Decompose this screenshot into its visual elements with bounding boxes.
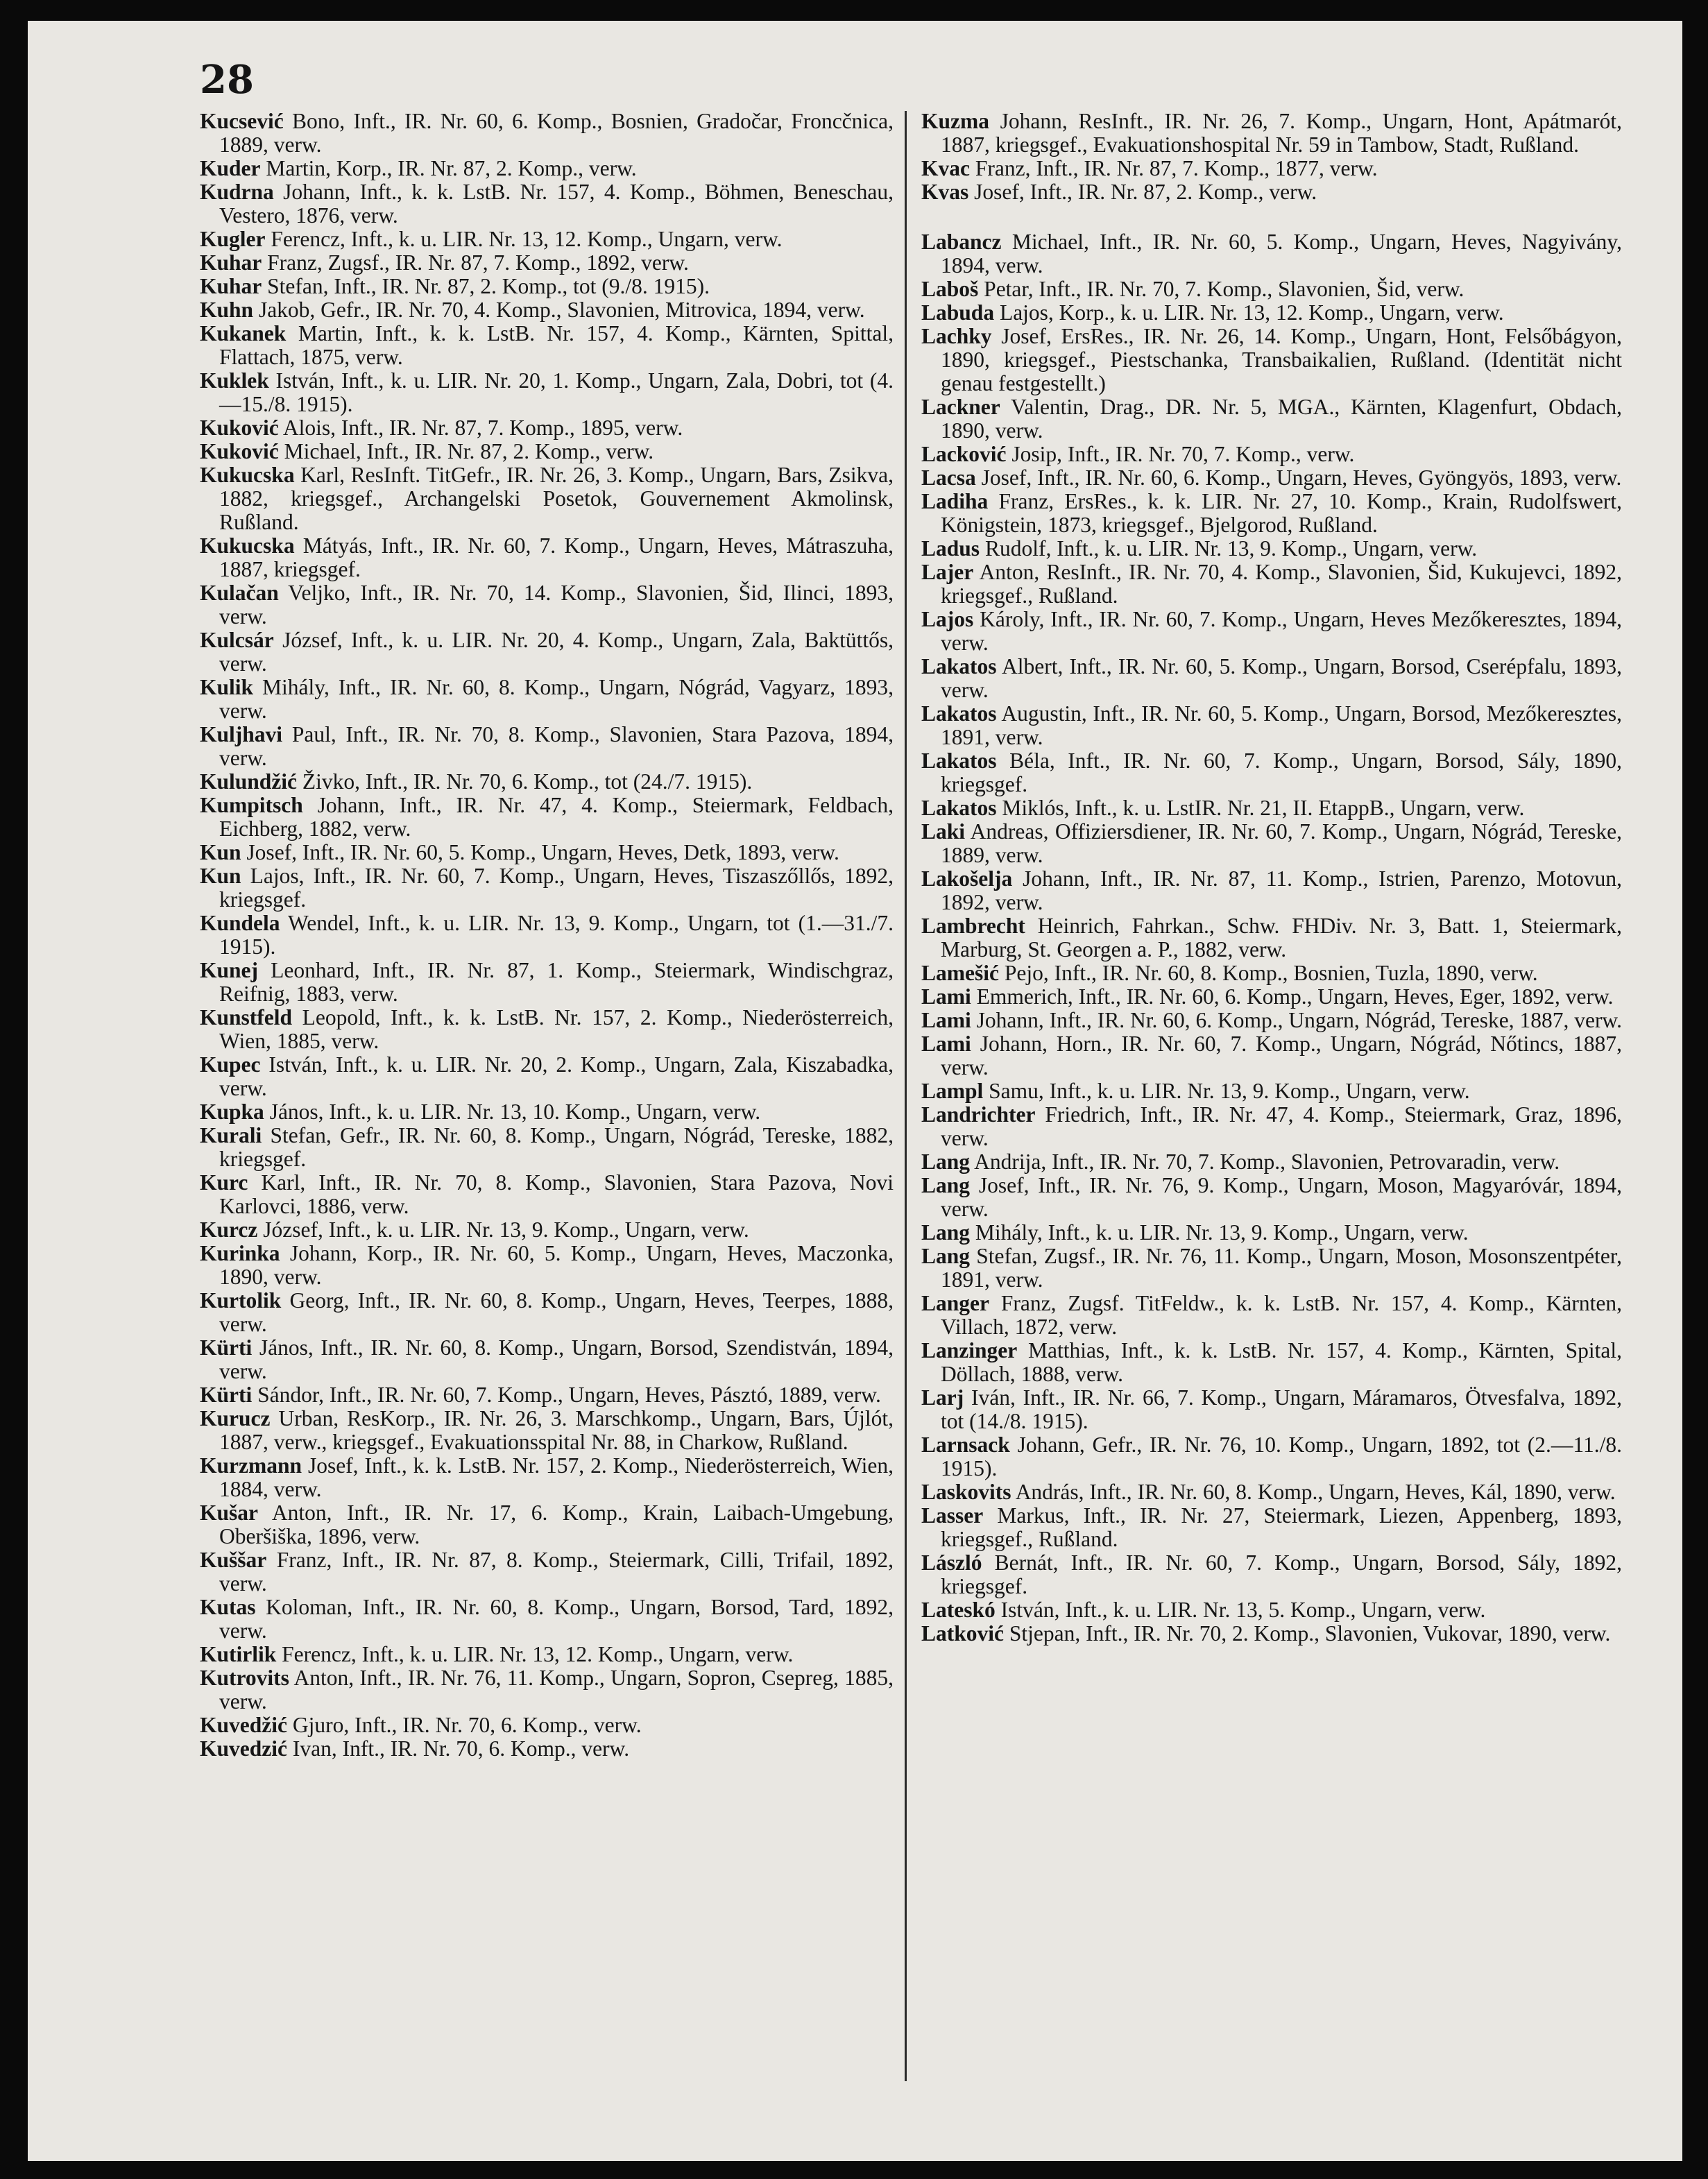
entry-details: Anton, Inft., IR. Nr. 17, 6. Komp., Krain, Laibach-Umgebung, Oberšiška, 1896, verw. [219, 1501, 894, 1548]
entry-surname: Kurali [200, 1123, 262, 1147]
entry-surname: Labancz [921, 230, 1002, 254]
entry-surname: Kuvedzić [200, 1736, 287, 1761]
entry-details: Jakob, Gefr., IR. Nr. 70, 4. Komp., Slavonien, Mitrovica, 1894, verw. [258, 298, 865, 322]
list-entry [921, 443, 1622, 466]
column-divider [905, 111, 907, 2081]
list-entry [921, 1292, 1622, 1339]
list-entry [200, 1666, 894, 1714]
entry-details: Anton, Inft., IR. Nr. 76, 11. Komp., Ungarn, Sopron, Csepreg, 1885, verw. [219, 1666, 894, 1714]
entry-surname: Kutas [200, 1595, 256, 1619]
page-number: 28 [200, 57, 254, 103]
entry-details: Heinrich, Fahrkan., Schw. FHDiv. Nr. 3, Batt. 1, Steiermark, Marburg, St. Georgen a. P., 1882, verw. [941, 914, 1623, 962]
list-entry [200, 1218, 894, 1242]
entry-surname: Lakatos [921, 749, 997, 773]
list-entry [200, 1548, 894, 1596]
entry-surname: Lakatos [921, 701, 997, 726]
entry-surname: Kunstfeld [200, 1005, 293, 1029]
list-entry [921, 537, 1622, 561]
entry-details: Petar, Inft., IR. Nr. 70, 7. Komp., Slavonien, Šid, verw. [984, 277, 1464, 301]
list-entry [200, 1501, 894, 1548]
list-entry [921, 914, 1622, 962]
list-entry [921, 1150, 1622, 1174]
entry-surname: Kuklek [200, 368, 269, 393]
entry-details: Gjuro, Inft., IR. Nr. 70, 6. Komp., verw. [292, 1713, 642, 1737]
entry-surname: Lampl [921, 1079, 984, 1103]
entry-details: Károly, Inft., IR. Nr. 60, 7. Komp., Ungarn, Heves Mezőkeresztes, 1894, verw. [941, 607, 1623, 655]
entry-surname: Lajer [921, 560, 974, 584]
entry-details: Josef, Inft., IR. Nr. 60, 6. Komp., Ungarn, Heves, Gyöngyös, 1893, verw. [981, 465, 1622, 490]
entry-surname: Kvac [921, 156, 970, 180]
entry-surname: Lang [921, 1244, 971, 1268]
entry-surname: Langer [921, 1291, 989, 1315]
entry-surname: Kvas [921, 180, 969, 204]
list-entry [200, 1737, 894, 1761]
entry-surname: Kun [200, 864, 241, 888]
entry-details: Leonhard, Inft., IR. Nr. 87, 1. Komp., Steiermark, Windischgraz, Reifnig, 1883, verw. [219, 958, 894, 1006]
entry-details: Mátyás, Inft., IR. Nr. 60, 7. Komp., Ungarn, Heves, Mátraszuha, 1887, kriegsgef. [219, 533, 894, 581]
list-entry [921, 301, 1622, 325]
list-entry [921, 180, 1622, 204]
entry-surname: Lacsa [921, 465, 976, 490]
list-entry [921, 749, 1622, 796]
entry-details: Andreas, Offiziersdiener, IR. Nr. 60, 7. Komp., Ungarn, Nógrád, Tereske, 1889, verw. [941, 819, 1622, 867]
entry-surname: Kulundžić [200, 769, 298, 794]
entry-details: Ivan, Inft., IR. Nr. 70, 6. Komp., verw. [292, 1736, 630, 1761]
entry-details: Stjepan, Inft., IR. Nr. 70, 2. Komp., Slavonien, Vukovar, 1890, verw. [1009, 1621, 1611, 1646]
entry-surname: Lajos [921, 607, 974, 631]
entry-details: Augustin, Inft., IR. Nr. 60, 5. Komp., Ungarn, Borsod, Mezőkeresztes, 1891, verw. [941, 701, 1623, 749]
entry-surname: Lami [921, 984, 971, 1009]
entry-surname: Lang [921, 1220, 971, 1245]
entry-details: Emmerich, Inft., IR. Nr. 60, 6. Komp., Ungarn, Heves, Eger, 1892, verw. [976, 984, 1614, 1009]
entry-surname: Kundela [200, 911, 280, 935]
entry-details: Anton, ResInft., IR. Nr. 70, 4. Komp., Slavonien, Šid, Kukujevci, 1892, kriegsgef., Rußland. [941, 560, 1623, 608]
entry-details: Josef, Inft., IR. Nr. 87, 2. Komp., verw. [974, 180, 1317, 204]
entry-details: Miklós, Inft., k. u. LstIR. Nr. 21, II. EtappB., Ungarn, verw. [1002, 796, 1525, 820]
entry-details: Franz, Zugsf. TitFeldw., k. k. LstB. Nr. 157, 4. Komp., Kärnten, Villach, 1872, verw. [941, 1291, 1623, 1339]
entry-details: Johann, Gefr., IR. Nr. 76, 10. Komp., Ungarn, 1892, tot (2.—11./8. 1915). [941, 1433, 1622, 1480]
entry-surname: Kuhar [200, 250, 262, 275]
entry-surname: Kürti [200, 1383, 253, 1407]
entry-surname: Kuković [200, 439, 279, 463]
entry-surname: Kunej [200, 958, 259, 982]
entry-surname: Kurinka [200, 1241, 280, 1265]
entry-details: Andrija, Inft., IR. Nr. 70, 7. Komp., Slavonien, Petrovaradin, verw. [974, 1150, 1560, 1174]
entry-details: Ferencz, Inft., k. u. LIR. Nr. 13, 12. Komp., Ungarn, verw. [271, 227, 783, 251]
entry-surname: Kutrovits [200, 1666, 289, 1690]
entry-surname: Ladiha [921, 489, 989, 513]
entry-details: József, Inft., k. u. LIR. Nr. 20, 4. Komp., Ungarn, Zala, Baktüttős, verw. [219, 628, 894, 676]
list-entry [921, 608, 1622, 655]
entry-details: Veljko, Inft., IR. Nr. 70, 14. Komp., Slavonien, Šid, Ilinci, 1893, verw. [219, 581, 894, 629]
entry-details: Rudolf, Inft., k. u. LIR. Nr. 13, 9. Komp., Ungarn, verw. [984, 536, 1478, 561]
entry-details: Mihály, Inft., k. u. LIR. Nr. 13, 9. Komp., Ungarn, verw. [975, 1220, 1469, 1245]
list-entry [921, 1079, 1622, 1103]
list-entry [200, 864, 894, 912]
document-page [28, 21, 1682, 2161]
entry-details: Michael, Inft., IR. Nr. 87, 2. Komp., verw. [284, 439, 654, 463]
entry-surname: Kurucz [200, 1406, 271, 1430]
entry-surname: Kudrna [200, 180, 274, 204]
entry-details: Johann, Inft., k. k. LstB. Nr. 157, 4. Komp., Böhmen, Beneschau, Vestero, 1876, verw. [219, 180, 894, 228]
right-column [921, 110, 1622, 1646]
entry-details: János, Inft., IR. Nr. 60, 8. Komp., Ungarn, Borsod, Szendistván, 1894, verw. [219, 1335, 894, 1383]
list-entry [200, 723, 894, 770]
entry-details: Johann, ResInft., IR. Nr. 26, 7. Komp., Ungarn, Hont, Apátmarót, 1887, kriegsgef., Evakuationshospital Nr. 59 in Tambow, Stadt, Rußland. [941, 109, 1622, 157]
entry-surname: Kupec [200, 1052, 261, 1077]
list-entry [200, 1454, 894, 1501]
list-entry [200, 534, 894, 581]
list-entry [200, 1643, 894, 1666]
list-entry [200, 110, 894, 157]
entry-details: Bernát, Inft., IR. Nr. 60, 7. Komp., Ungarn, Borsod, Sály, 1892, kriegsgef. [941, 1550, 1623, 1598]
entry-details: Karl, Inft., IR. Nr. 70, 8. Komp., Slavonien, Stara Pazova, Novi Karlovci, 1886, verw. [219, 1170, 894, 1218]
list-entry [921, 796, 1622, 820]
entry-surname: Ladus [921, 536, 980, 561]
entry-details: Markus, Inft., IR. Nr. 27, Steiermark, Liezen, Appenberg, 1893, kriegsgef., Rußland. [941, 1503, 1622, 1551]
entry-details: Béla, Inft., IR. Nr. 60, 7. Komp., Ungarn, Borsod, Sály, 1890, kriegsgef. [941, 749, 1623, 796]
list-entry [200, 180, 894, 228]
entry-surname: Kuvedžić [200, 1713, 287, 1737]
entry-surname: Kutirlik [200, 1642, 277, 1666]
list-entry [921, 325, 1622, 395]
list-entry [921, 1245, 1622, 1292]
entry-details: Iván, Inft., IR. Nr. 66, 7. Komp., Ungarn, Máramaros, Ötvesfalva, 1892, tot (14./8. 1915). [941, 1385, 1622, 1433]
list-entry [921, 1339, 1622, 1386]
list-entry [921, 655, 1622, 702]
entry-details: Urban, ResKorp., IR. Nr. 26, 3. Marschkomp., Ungarn, Bars, Újlót, 1887, verw., kriegsgef., Evakuationsspital Nr. 88, in Charkow, Rußland. [219, 1406, 894, 1454]
entry-surname: László [921, 1550, 982, 1575]
entry-details: Johann, Inft., IR. Nr. 60, 6. Komp., Ungarn, Nógrád, Tereske, 1887, verw. [976, 1008, 1623, 1032]
entry-surname: Larj [921, 1385, 964, 1410]
entry-details: Albert, Inft., IR. Nr. 60, 5. Komp., Ungarn, Borsod, Cserépfalu, 1893, verw. [941, 654, 1622, 702]
entry-surname: Kuhar [200, 274, 262, 298]
entry-surname: Kuzma [921, 109, 989, 133]
list-entry [921, 1480, 1622, 1504]
list-entry [200, 1596, 894, 1643]
entry-details: Leopold, Inft., k. k. LstB. Nr. 157, 2. Komp., Niederösterreich, Wien, 1885, verw. [219, 1005, 894, 1053]
entry-details: Josef, Inft., IR. Nr. 76, 9. Komp., Ungarn, Moson, Magyaróvár, 1894, verw. [941, 1173, 1622, 1221]
list-entry [921, 867, 1622, 914]
entry-surname: Kuhn [200, 298, 254, 322]
entry-surname: Kulcsár [200, 628, 274, 652]
entry-details: Stefan, Zugsf., IR. Nr. 76, 11. Komp., Ungarn, Moson, Mosonszentpéter, 1891, verw. [941, 1244, 1622, 1292]
entry-surname: Kukucska [200, 533, 295, 558]
entry-details: István, Inft., k. u. LIR. Nr. 20, 1. Komp., Ungarn, Zala, Dobri, tot (4.—15./8. 1915). [219, 368, 894, 416]
entry-surname: Kurtolik [200, 1288, 282, 1313]
list-entry [200, 1383, 894, 1407]
entry-details: Johann, Inft., IR. Nr. 87, 11. Komp., Istrien, Parenzo, Motovun, 1892, verw. [941, 866, 1622, 914]
list-entry [200, 369, 894, 416]
list-entry [921, 490, 1622, 537]
entry-surname: Kun [200, 840, 241, 864]
entry-details: Martin, Korp., IR. Nr. 87, 2. Komp., verw. [266, 156, 637, 180]
entry-surname: Lami [921, 1008, 971, 1032]
entry-surname: Kürti [200, 1335, 253, 1360]
entry-details: Živko, Inft., IR. Nr. 70, 6. Komp., tot (24./7. 1915). [302, 769, 753, 794]
list-entry [200, 629, 894, 676]
entry-details: József, Inft., k. u. LIR. Nr. 13, 9. Komp., Ungarn, verw. [263, 1217, 749, 1242]
entry-details: Mihály, Inft., IR. Nr. 60, 8. Komp., Ungarn, Nógrád, Vagyarz, 1893, verw. [219, 675, 894, 723]
entry-surname: Lakošelja [921, 866, 1013, 891]
list-entry [921, 466, 1622, 490]
list-entry [921, 985, 1622, 1009]
entry-details: Josef, Inft., k. k. LstB. Nr. 157, 2. Komp., Niederösterreich, Wien, 1884, verw. [219, 1453, 894, 1501]
entry-details: Samu, Inft., k. u. LIR. Nr. 13, 9. Komp., Ungarn, verw. [989, 1079, 1470, 1103]
entry-surname: Lanzinger [921, 1338, 1018, 1362]
entry-details: Karl, ResInft. TitGefr., IR. Nr. 26, 3. Komp., Ungarn, Bars, Zsikva, 1882, kriegsgef., Archangelski Posetok, Gouvernement Akmolinsk, Rußland. [219, 463, 894, 534]
list-entry [200, 794, 894, 841]
entry-details: János, Inft., k. u. LIR. Nr. 13, 10. Komp., Ungarn, verw. [269, 1100, 761, 1124]
entry-details: Matthias, Inft., k. k. LstB. Nr. 157, 4. Komp., Kärnten, Spital, Döllach, 1888, verw. [941, 1338, 1623, 1386]
entry-surname: Laboš [921, 277, 979, 301]
entry-surname: Kukanek [200, 321, 287, 345]
list-entry [200, 157, 894, 180]
entry-surname: Lateskó [921, 1598, 996, 1622]
list-entry [921, 561, 1622, 608]
list-entry [200, 1289, 894, 1336]
list-entry [200, 959, 894, 1006]
entry-details: Alois, Inft., IR. Nr. 87, 7. Komp., 1895, verw. [282, 416, 683, 440]
list-entry [200, 1124, 894, 1171]
list-entry [921, 1551, 1622, 1598]
entry-surname: Kuković [200, 416, 279, 440]
entry-details: Ferencz, Inft., k. u. LIR. Nr. 13, 12. Komp., Ungarn, verw. [282, 1642, 794, 1666]
entry-details: Johann, Horn., IR. Nr. 60, 7. Komp., Ungarn, Nógrád, Nőtincs, 1887, verw. [941, 1032, 1622, 1079]
list-entry [921, 230, 1622, 277]
entry-surname: Kuššar [200, 1548, 267, 1572]
entry-details: Stefan, Inft., IR. Nr. 87, 2. Komp., tot (9./8. 1915). [267, 274, 710, 298]
list-entry [200, 1006, 894, 1053]
list-entry [921, 820, 1622, 867]
entry-surname: Lakatos [921, 654, 997, 678]
entry-details: Bono, Inft., IR. Nr. 60, 6. Komp., Bosnien, Gradočar, Froncčnica, 1889, verw. [219, 109, 894, 157]
list-entry [921, 1433, 1622, 1480]
list-entry [921, 395, 1622, 443]
list-entry [200, 1242, 894, 1289]
list-entry [921, 1598, 1622, 1622]
entry-details: Valentin, Drag., DR. Nr. 5, MGA., Kärnten, Klagenfurt, Obdach, 1890, verw. [941, 395, 1622, 443]
list-entry [921, 1174, 1622, 1221]
entry-surname: Kurc [200, 1170, 248, 1195]
entry-surname: Latković [921, 1621, 1005, 1646]
entry-details: Franz, Zugsf., IR. Nr. 87, 7. Komp., 1892, verw. [267, 250, 689, 275]
entry-surname: Lang [921, 1173, 971, 1197]
entry-surname: Labuda [921, 300, 995, 325]
entry-surname: Kuljhavi [200, 722, 283, 746]
list-entry [921, 1103, 1622, 1150]
entry-details: Martin, Inft., k. k. LstB. Nr. 157, 4. Komp., Kärnten, Spittal, Flattach, 1875, verw. [219, 321, 894, 369]
entry-details: Johann, Korp., IR. Nr. 60, 5. Komp., Ungarn, Heves, Maczonka, 1890, verw. [219, 1241, 894, 1289]
list-entry [200, 1714, 894, 1737]
entry-surname: Kušar [200, 1501, 259, 1525]
entry-details: Paul, Inft., IR. Nr. 70, 8. Komp., Slavonien, Stara Pazova, 1894, verw. [219, 722, 894, 770]
entry-details: Michael, Inft., IR. Nr. 60, 5. Komp., Ungarn, Heves, Nagyivány, 1894, verw. [941, 230, 1622, 277]
entry-details: István, Inft., k. u. LIR. Nr. 20, 2. Komp., Ungarn, Zala, Kiszabadka, verw. [219, 1052, 894, 1100]
entry-surname: Kurcz [200, 1217, 258, 1242]
entry-surname: Kuder [200, 156, 261, 180]
list-entry [921, 277, 1622, 301]
list-entry [200, 416, 894, 440]
list-entry [921, 110, 1622, 157]
entry-details: András, Inft., IR. Nr. 60, 8. Komp., Ungarn, Heves, Kál, 1890, verw. [1015, 1480, 1616, 1504]
list-entry [200, 298, 894, 322]
entry-surname: Kucsević [200, 109, 284, 133]
entry-details: István, Inft., k. u. LIR. Nr. 13, 5. Komp., Ungarn, verw. [1000, 1598, 1486, 1622]
list-entry [200, 275, 894, 298]
left-column [200, 110, 894, 1761]
entry-surname: Lang [921, 1150, 971, 1174]
entry-details: Lajos, Inft., IR. Nr. 60, 7. Komp., Ungarn, Heves, Tiszaszőllős, 1892, kriegsgef. [219, 864, 894, 912]
entry-surname: Lamešić [921, 961, 999, 985]
entry-surname: Lacković [921, 442, 1007, 466]
list-entry [200, 463, 894, 534]
entry-details: Josip, Inft., IR. Nr. 70, 7. Komp., verw. [1011, 442, 1355, 466]
list-entry [200, 440, 894, 463]
entry-details: Sándor, Inft., IR. Nr. 60, 7. Komp., Ungarn, Heves, Pásztó, 1889, verw. [257, 1383, 881, 1407]
entry-details: Stefan, Gefr., IR. Nr. 60, 8. Komp., Ungarn, Nógrád, Tereske, 1882, kriegsgef. [219, 1123, 894, 1171]
list-entry [921, 157, 1622, 180]
list-entry [921, 1032, 1622, 1079]
list-entry [200, 322, 894, 369]
entry-surname: Kurzmann [200, 1453, 302, 1478]
list-entry [200, 841, 894, 864]
list-entry [921, 702, 1622, 749]
list-entry [200, 581, 894, 629]
list-entry [200, 770, 894, 794]
list-entry [921, 1386, 1622, 1433]
entry-surname: Kulik [200, 675, 254, 699]
entry-surname: Lakatos [921, 796, 997, 820]
entry-details: Josef, ErsRes., IR. Nr. 26, 14. Komp., Ungarn, Hont, Felsőbágyon, 1890, kriegsgef., Piestschanka, Transbaikalien, Rußland. (Identität nicht genau festgestellt.) [941, 324, 1622, 395]
list-entry [200, 1100, 894, 1124]
list-entry [921, 1504, 1622, 1551]
entry-surname: Landrichter [921, 1102, 1036, 1127]
entry-surname: Lackner [921, 395, 1000, 419]
entry-details: Koloman, Inft., IR. Nr. 60, 8. Komp., Ungarn, Borsod, Tard, 1892, verw. [219, 1595, 894, 1643]
entry-surname: Laki [921, 819, 966, 844]
entry-details: Josef, Inft., IR. Nr. 60, 5. Komp., Ungarn, Heves, Detk, 1893, verw. [246, 840, 839, 864]
entry-surname: Lachky [921, 324, 992, 348]
entry-surname: Kugler [200, 227, 266, 251]
list-entry [200, 251, 894, 275]
entry-details: Franz, ErsRes., k. k. LIR. Nr. 27, 10. Komp., Krain, Rudolfswert, Königstein, 1873, kriegsgef., Bjelgorod, Rußland. [941, 489, 1622, 537]
entry-details: Lajos, Korp., k. u. LIR. Nr. 13, 12. Komp., Ungarn, verw. [999, 300, 1504, 325]
entry-details: Johann, Inft., IR. Nr. 47, 4. Komp., Steiermark, Feldbach, Eichberg, 1882, verw. [219, 793, 894, 841]
list-entry [921, 962, 1622, 985]
list-entry [200, 1171, 894, 1218]
list-entry [200, 228, 894, 251]
list-entry [200, 912, 894, 959]
entry-surname: Lami [921, 1032, 971, 1056]
list-entry [200, 1407, 894, 1454]
entry-details: Friedrich, Inft., IR. Nr. 47, 4. Komp., Steiermark, Graz, 1896, verw. [941, 1102, 1623, 1150]
entry-details: Franz, Inft., IR. Nr. 87, 7. Komp., 1877, verw. [975, 156, 1378, 180]
list-entry [200, 676, 894, 723]
list-entry [921, 1009, 1622, 1032]
entry-details: Franz, Inft., IR. Nr. 87, 8. Komp., Steiermark, Cilli, Trifail, 1892, verw. [219, 1548, 894, 1596]
list-entry [921, 1622, 1622, 1646]
entry-details: Pejo, Inft., IR. Nr. 60, 8. Komp., Bosnien, Tuzla, 1890, verw. [1004, 961, 1538, 985]
entry-surname: Kukucska [200, 463, 295, 487]
list-entry [200, 1336, 894, 1383]
list-entry [200, 1053, 894, 1100]
entry-surname: Larnsack [921, 1433, 1010, 1457]
entry-surname: Kumpitsch [200, 793, 303, 817]
entry-details: Wendel, Inft., k. u. LIR. Nr. 13, 9. Komp., Ungarn, tot (1.—31./7. 1915). [219, 911, 894, 959]
entry-surname: Lambrecht [921, 914, 1025, 938]
entry-surname: Kulačan [200, 581, 279, 605]
entry-surname: Laskovits [921, 1480, 1011, 1504]
entry-details: Georg, Inft., IR. Nr. 60, 8. Komp., Ungarn, Heves, Teerpes, 1888, verw. [219, 1288, 894, 1336]
entry-surname: Lasser [921, 1503, 984, 1528]
list-entry [921, 1221, 1622, 1245]
entry-surname: Kupka [200, 1100, 264, 1124]
